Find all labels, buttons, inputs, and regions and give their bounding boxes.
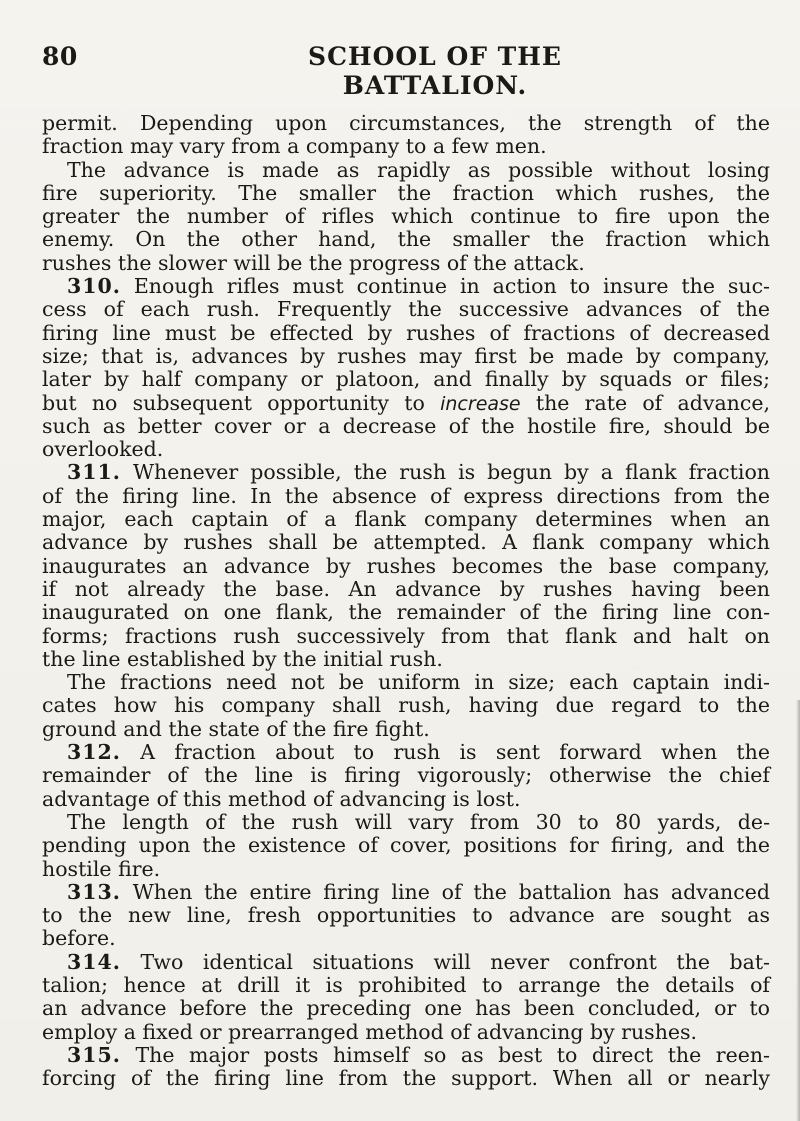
text-segment: The major posts himself so as best to direct the reen- bbox=[120, 1042, 770, 1067]
text-segment: advantage of this method of advancing is lost. bbox=[42, 786, 521, 811]
text-segment: forcing of the firing line from the support. When all or nearly bbox=[42, 1066, 770, 1091]
text-line bbox=[42, 671, 770, 694]
text-line bbox=[42, 252, 770, 275]
text-segment: The length of the rush will vary from 30 to 80 yards, de- bbox=[67, 809, 770, 834]
text-line bbox=[42, 415, 770, 438]
text-segment: A fraction about to rush is sent forward when the bbox=[120, 740, 770, 765]
text-segment: The advance is made as rapidly as possible without losing bbox=[67, 157, 770, 182]
text-segment: employ a fixed or prearranged method of advancing by rushes. bbox=[42, 1019, 698, 1044]
text-line bbox=[42, 508, 770, 531]
text-line bbox=[42, 182, 770, 205]
text-segment: Whenever possible, the rush is begun by a flank fraction bbox=[120, 460, 770, 485]
text-segment: forms; fractions rush successively from that flank and halt on bbox=[42, 623, 770, 648]
text-segment: major, each captain of a flank company determines when an bbox=[42, 507, 770, 532]
text-line bbox=[42, 834, 770, 857]
text-segment: advance by rushes shall be attempted. A flank company which bbox=[42, 530, 770, 555]
text-segment: overlooked. bbox=[42, 437, 164, 462]
text-segment: the line established by the initial rush. bbox=[42, 646, 443, 671]
section-number: 311. bbox=[67, 460, 121, 485]
text-line bbox=[42, 298, 770, 321]
text-segment: such as better cover or a decrease of the hostile fire, should be bbox=[42, 413, 770, 438]
text-segment: the rate of advance, bbox=[520, 390, 770, 415]
text-segment: permit. Depending upon circumstances, the strength of the bbox=[42, 111, 770, 135]
text-segment: fraction may vary from a company to a few men. bbox=[42, 134, 547, 159]
text-segment: cess of each rush. Frequently the successive advances of the bbox=[42, 297, 770, 322]
text-segment: firing line must be effected by rushes of fractions of decreased bbox=[42, 320, 770, 345]
text-line bbox=[42, 112, 770, 135]
text-line bbox=[42, 1044, 770, 1067]
text-line bbox=[42, 788, 770, 811]
text-segment: to the new line, fresh opportunities to advance are sought as bbox=[42, 903, 770, 928]
page-header bbox=[0, 0, 800, 100]
text-line bbox=[42, 485, 770, 508]
text-line bbox=[42, 555, 770, 578]
text-line bbox=[42, 578, 770, 601]
text-line bbox=[42, 345, 770, 368]
body-text bbox=[42, 112, 770, 1090]
text-line bbox=[42, 1067, 770, 1090]
text-segment: of the firing line. In the absence of express directions from the bbox=[42, 483, 770, 508]
text-segment: before. bbox=[42, 926, 116, 951]
emphasized-text: increase bbox=[440, 392, 521, 415]
text-line bbox=[42, 997, 770, 1020]
text-line bbox=[42, 159, 770, 182]
text-line bbox=[42, 858, 770, 881]
page-edge-shadow bbox=[796, 700, 800, 1121]
text-segment: pending upon the existence of cover, positions for firing, and the bbox=[42, 833, 770, 858]
text-line bbox=[42, 228, 770, 251]
section-number: 310. bbox=[67, 274, 121, 299]
text-line bbox=[42, 205, 770, 228]
text-line bbox=[42, 694, 770, 717]
text-segment: talion; hence at drill it is prohibited to arrange the details of bbox=[42, 972, 770, 997]
text-segment: inaugurates an advance by rushes becomes the base company, bbox=[42, 553, 770, 578]
text-segment: fire superiority. The smaller the fraction which rushes, the bbox=[42, 180, 770, 205]
text-line bbox=[42, 461, 770, 484]
text-line bbox=[42, 927, 770, 950]
text-line bbox=[42, 811, 770, 834]
text-line bbox=[42, 741, 770, 764]
text-line bbox=[42, 764, 770, 787]
text-line bbox=[42, 601, 770, 624]
section-number: 314. bbox=[67, 949, 121, 974]
text-line bbox=[42, 438, 770, 461]
text-line bbox=[42, 275, 770, 298]
text-segment: inaugurated on one flank, the remainder of the firing line con- bbox=[42, 600, 770, 625]
text-line bbox=[42, 625, 770, 648]
text-segment: rushes the slower will be the progress of the attack. bbox=[42, 250, 585, 275]
text-segment: Two identical situations will never confront the bat- bbox=[120, 949, 770, 974]
text-line bbox=[42, 648, 770, 671]
text-segment: The fractions need not be uniform in size; each captain indi- bbox=[67, 670, 770, 695]
section-number: 312. bbox=[67, 740, 121, 765]
text-segment: Enough rifles must continue in action to insure the suc- bbox=[120, 274, 770, 299]
text-segment: if not already the base. An advance by rushes having been bbox=[42, 576, 770, 601]
text-segment: later by half company or platoon, and finally by squads or files; bbox=[42, 367, 770, 392]
text-line bbox=[42, 392, 770, 415]
section-number: 313. bbox=[67, 879, 121, 904]
text-segment: greater the number of rifles which continue to fire upon the bbox=[42, 204, 770, 229]
text-segment: but no subsequent opportunity to bbox=[42, 390, 441, 415]
text-line bbox=[42, 531, 770, 554]
text-segment: ground and the state of the fire fight. bbox=[42, 716, 430, 741]
text-segment: hostile fire. bbox=[42, 856, 161, 881]
text-line bbox=[42, 881, 770, 904]
page-number: 80 bbox=[42, 42, 78, 71]
section-number: 315. bbox=[67, 1042, 121, 1067]
text-line bbox=[42, 974, 770, 997]
text-line bbox=[42, 718, 770, 741]
text-line bbox=[42, 135, 770, 158]
text-segment: remainder of the line is firing vigorously; otherwise the chief bbox=[42, 763, 770, 788]
text-segment: enemy. On the other hand, the smaller the fraction which bbox=[42, 227, 770, 252]
text-segment: an advance before the preceding one has been concluded, or to bbox=[42, 996, 770, 1021]
running-head: SCHOOL OF THE BATTALION. bbox=[308, 42, 562, 100]
text-segment: cates how his company shall rush, having due regard to the bbox=[42, 693, 770, 718]
text-line bbox=[42, 904, 770, 927]
text-line bbox=[42, 322, 770, 345]
text-line bbox=[42, 368, 770, 391]
text-segment: size; that is, advances by rushes may first be made by company, bbox=[42, 343, 770, 368]
text-segment: When the entire firing line of the battalion has advanced bbox=[120, 879, 770, 904]
text-line bbox=[42, 951, 770, 974]
text-line bbox=[42, 1021, 770, 1044]
